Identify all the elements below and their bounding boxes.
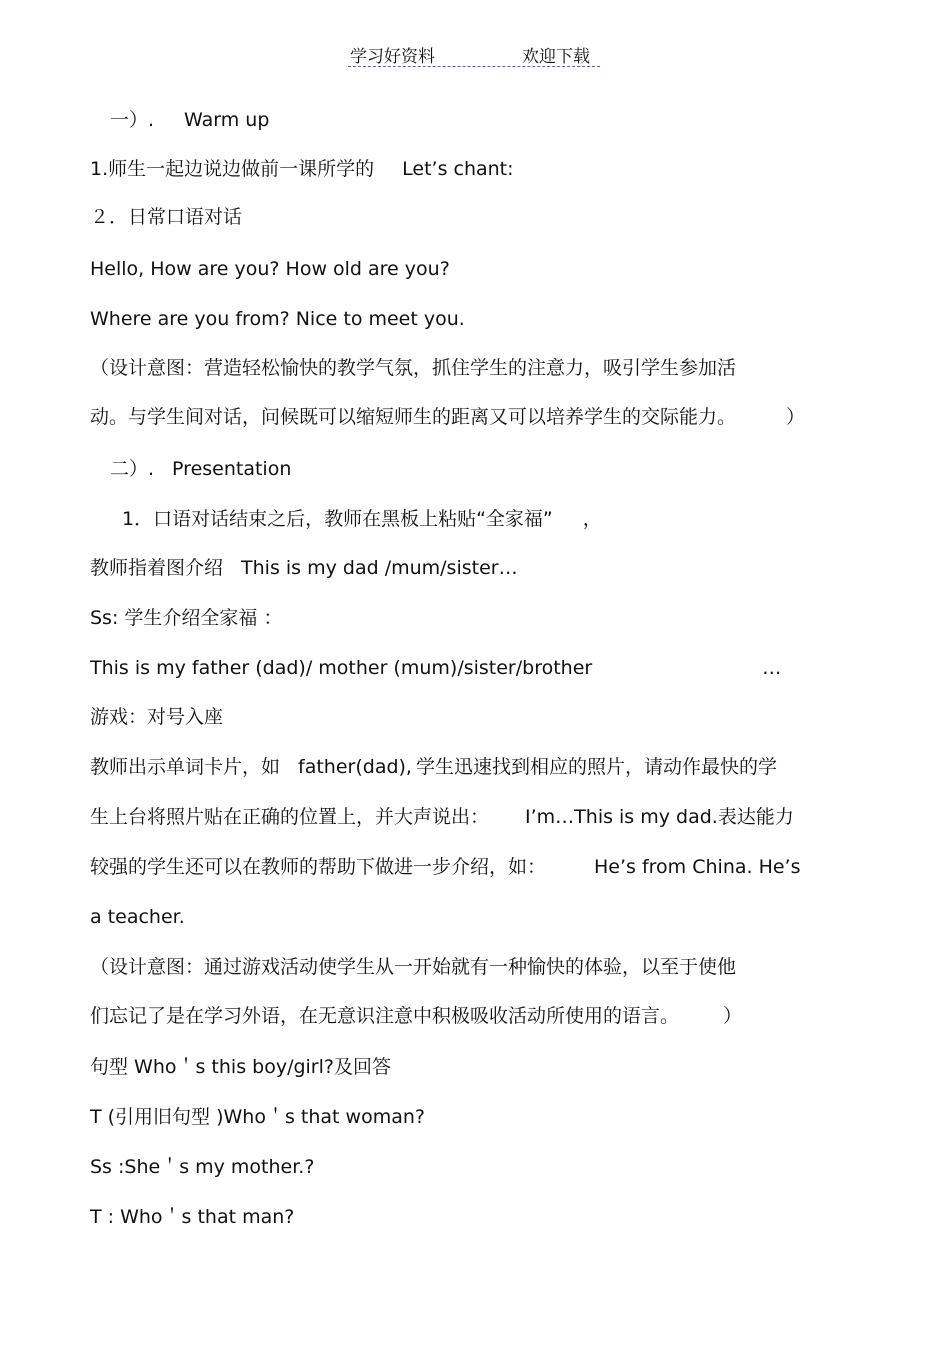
text-line	[90, 755, 777, 779]
text-line	[90, 1205, 294, 1229]
line-segment: 教师指着图介绍	[90, 557, 224, 579]
text-line	[90, 1055, 391, 1079]
header-right-text: 欢迎下载	[522, 47, 590, 67]
line-segment: ）	[786, 406, 806, 428]
line-segment: Ss: 学生介绍全家福	[90, 607, 258, 629]
line-segment: …	[762, 657, 782, 679]
line-segment: T (引用旧句型 )Who＇s that woman?	[90, 1106, 425, 1128]
line-segment: 动。与学生间对话，问候既可以缩短师生的距离又可以培养学生的交际能力。	[90, 406, 737, 428]
line-segment: 1．口语对话结束之后，教师在黑板上粘贴“全家福”	[122, 508, 553, 530]
section-heading-presentation	[110, 457, 291, 481]
line-segment: 游戏：对号入座	[90, 706, 224, 728]
text-line	[90, 1105, 425, 1129]
line-segment: Ss :She＇s my mother.?	[90, 1156, 315, 1178]
line-segment: Let’s chant:	[402, 158, 514, 180]
text-line	[90, 805, 794, 829]
line-segment: I’m…This is my dad.表达能力	[525, 806, 794, 828]
line-segment: 较强的学生还可以在教师的帮助下做进一步介绍，如：	[90, 856, 547, 878]
design-intent-note	[90, 1004, 742, 1028]
line-segment: ）	[723, 1005, 743, 1027]
line-segment: 们忘记了是在学习外语，在无意识注意中积极吸收活动所使用的语言。	[90, 1005, 680, 1027]
line-segment: ２．日常口语对话	[90, 206, 243, 228]
line-segment: T : Who＇s that man?	[90, 1206, 295, 1228]
line-segment: Warm up	[184, 109, 270, 131]
line-segment: He’s from China. He’s	[594, 856, 801, 878]
line-segment: Where are you from? Nice to meet you.	[90, 308, 465, 330]
section-heading-warm-up	[110, 108, 269, 132]
line-segment: 一）.	[110, 109, 155, 131]
page-header	[348, 40, 600, 67]
header-left-text: 学习好资料	[350, 47, 435, 67]
line-segment: This is my dad /mum/sister…	[241, 557, 518, 579]
text-line	[90, 157, 514, 181]
text-line	[90, 905, 185, 929]
text-line	[90, 205, 242, 229]
line-segment: 学生迅速找到相应的照片，请动作最快的学	[415, 756, 777, 778]
text-line	[90, 556, 518, 580]
design-intent-note	[90, 955, 736, 979]
design-intent-note	[90, 405, 805, 429]
line-segment: a teacher.	[90, 906, 185, 928]
line-segment: 二）.	[110, 458, 155, 480]
line-segment: 1.师生一起边说边做前一课所学的	[90, 158, 375, 180]
line-segment: ：	[263, 607, 283, 629]
line-segment: This is my father (dad)/ mother (mum)/sister/brother	[90, 657, 593, 679]
text-line	[90, 855, 801, 879]
line-segment: Presentation	[172, 458, 292, 480]
line-segment: 教师出示单词卡片，如	[90, 756, 281, 778]
text-line	[90, 656, 781, 680]
text-line	[90, 705, 223, 729]
line-segment: （设计意图：通过游戏活动使学生从一开始就有一种愉快的体验，以至于使他	[90, 956, 737, 978]
line-segment: （设计意图：营造轻松愉快的教学气氛，抓住学生的注意力，吸引学生参加活	[90, 357, 737, 379]
line-segment: father(dad),	[298, 756, 412, 778]
text-line	[90, 1155, 314, 1179]
line-segment: Hello, How are you? How old are you?	[90, 258, 450, 280]
line-segment: 句型 Who＇s this boy/girl?及回答	[90, 1056, 391, 1078]
line-segment: ，	[582, 508, 602, 530]
line-segment: 生上台将照片贴在正确的位置上，并大声说出：	[90, 806, 490, 828]
text-line	[90, 307, 465, 331]
text-line	[122, 507, 602, 531]
design-intent-note	[90, 356, 736, 380]
text-line	[90, 257, 450, 281]
text-line	[90, 606, 282, 630]
